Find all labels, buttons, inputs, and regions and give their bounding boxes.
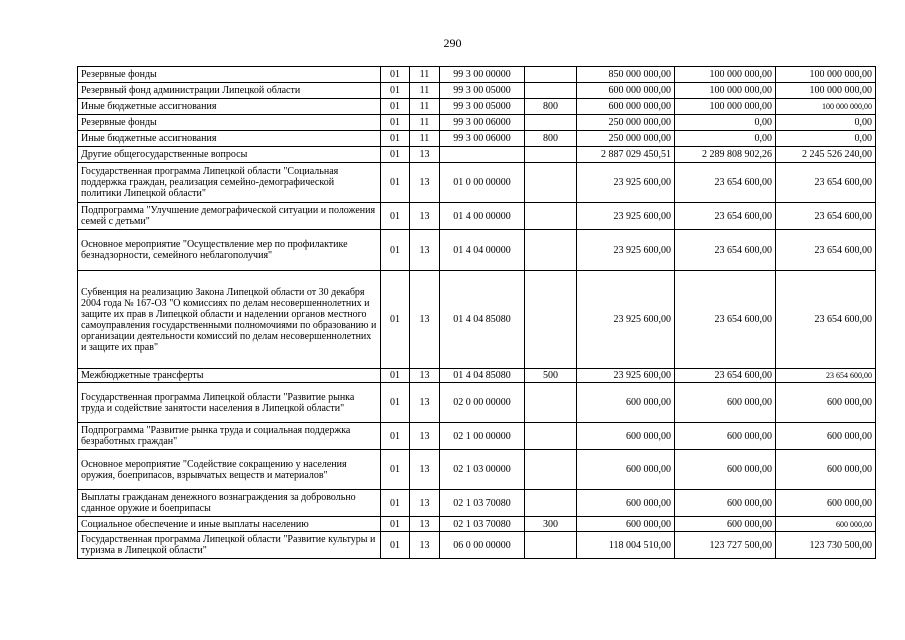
row-name-cell: Субвенция на реализацию Закона Липецкой области от 30 декабря 2004 года № 167-ОЗ "О комиссиях по делам несовершеннолетних и защите их прав в Липецкой области и наделении органов местного самоуправления государственными полномочиями по образованию и организации деятельности комиссий по делам несовершеннолетних и защите их прав" [78, 271, 381, 369]
amount-year3-cell: 600 000,00 [776, 423, 876, 450]
amount-year2-cell: 2 289 808 902,26 [675, 147, 776, 163]
amount-year1-cell: 23 925 600,00 [577, 203, 675, 230]
expense-type-code-cell [525, 67, 577, 83]
amount-year1-cell: 600 000,00 [577, 383, 675, 423]
subsection-code-cell: 13 [410, 532, 440, 559]
target-item-code-cell: 99 3 00 05000 [440, 83, 525, 99]
amount-year2-cell: 600 000,00 [675, 490, 776, 517]
section-code-cell: 01 [381, 490, 410, 517]
amount-year2-cell: 0,00 [675, 131, 776, 147]
table-row [78, 67, 876, 83]
subsection-code-cell: 13 [410, 517, 440, 532]
section-code-cell: 01 [381, 369, 410, 383]
subsection-code-cell: 11 [410, 115, 440, 131]
subsection-code-cell: 13 [410, 450, 440, 490]
amount-year3-cell: 2 245 526 240,00 [776, 147, 876, 163]
section-code-cell: 01 [381, 230, 410, 271]
section-code-cell: 01 [381, 99, 410, 115]
row-name-cell: Резервные фонды [78, 115, 381, 131]
amount-year1-cell: 23 925 600,00 [577, 369, 675, 383]
amount-year2-cell: 23 654 600,00 [675, 163, 776, 203]
amount-year1-cell: 600 000,00 [577, 450, 675, 490]
amount-year2-cell: 600 000,00 [675, 383, 776, 423]
expense-type-code-cell [525, 271, 577, 369]
section-code-cell: 01 [381, 67, 410, 83]
row-name-cell: Основное мероприятие "Содействие сокращению у населения оружия, боеприпасов, взрывчатых веществ и материалов" [78, 450, 381, 490]
expense-type-code-cell [525, 147, 577, 163]
amount-year3-cell: 100 000 000,00 [776, 83, 876, 99]
row-name-cell: Межбюджетные трансферты [78, 369, 381, 383]
section-code-cell: 01 [381, 450, 410, 490]
table-row [78, 230, 876, 271]
amount-year3-cell: 23 654 600,00 [776, 271, 876, 369]
table-row [78, 517, 876, 532]
expense-type-code-cell [525, 163, 577, 203]
row-name-cell: Основное мероприятие "Осуществление мер по профилактике безнадзорности, семейного неблагополучия" [78, 230, 381, 271]
amount-year1-cell: 600 000,00 [577, 517, 675, 532]
subsection-code-cell: 13 [410, 490, 440, 517]
target-item-code-cell: 01 4 04 00000 [440, 230, 525, 271]
amount-year1-cell: 600 000 000,00 [577, 99, 675, 115]
subsection-code-cell: 13 [410, 383, 440, 423]
section-code-cell: 01 [381, 115, 410, 131]
expense-type-code-cell [525, 450, 577, 490]
expense-type-code-cell [525, 532, 577, 559]
row-name-cell: Социальное обеспечение и иные выплаты населению [78, 517, 381, 532]
target-item-code-cell: 02 1 03 00000 [440, 450, 525, 490]
target-item-code-cell [440, 147, 525, 163]
amount-year3-cell: 0,00 [776, 115, 876, 131]
expense-type-code-cell [525, 490, 577, 517]
row-name-cell: Иные бюджетные ассигнования [78, 99, 381, 115]
target-item-code-cell: 99 3 00 06000 [440, 131, 525, 147]
amount-year3-cell: 0,00 [776, 131, 876, 147]
section-code-cell: 01 [381, 163, 410, 203]
amount-year2-cell: 23 654 600,00 [675, 369, 776, 383]
expense-type-code-cell [525, 203, 577, 230]
expense-type-code-cell [525, 115, 577, 131]
amount-year2-cell: 23 654 600,00 [675, 203, 776, 230]
amount-year3-cell: 23 654 600,00 [776, 163, 876, 203]
amount-year1-cell: 118 004 510,00 [577, 532, 675, 559]
amount-year2-cell: 100 000 000,00 [675, 99, 776, 115]
target-item-code-cell: 01 0 00 00000 [440, 163, 525, 203]
subsection-code-cell: 13 [410, 230, 440, 271]
target-item-code-cell: 99 3 00 06000 [440, 115, 525, 131]
amount-year3-cell: 600 000,00 [776, 517, 876, 532]
target-item-code-cell: 99 3 00 05000 [440, 99, 525, 115]
amount-year1-cell: 23 925 600,00 [577, 163, 675, 203]
amount-year3-cell: 100 000 000,00 [776, 67, 876, 83]
row-name-cell: Выплаты гражданам денежного вознаграждения за добровольно сданное оружие и боеприпасы [78, 490, 381, 517]
section-code-cell: 01 [381, 147, 410, 163]
subsection-code-cell: 13 [410, 147, 440, 163]
amount-year3-cell: 600 000,00 [776, 383, 876, 423]
amount-year3-cell: 600 000,00 [776, 450, 876, 490]
table-row [78, 423, 876, 450]
table-row [78, 271, 876, 369]
table-row [78, 203, 876, 230]
table-row [78, 163, 876, 203]
table-row [78, 99, 876, 115]
row-name-cell: Резервный фонд администрации Липецкой области [78, 83, 381, 99]
amount-year2-cell: 0,00 [675, 115, 776, 131]
amount-year3-cell: 600 000,00 [776, 490, 876, 517]
target-item-code-cell: 99 3 00 00000 [440, 67, 525, 83]
expense-type-code-cell [525, 383, 577, 423]
section-code-cell: 01 [381, 203, 410, 230]
target-item-code-cell: 01 4 04 85080 [440, 271, 525, 369]
subsection-code-cell: 11 [410, 131, 440, 147]
amount-year1-cell: 600 000 000,00 [577, 83, 675, 99]
amount-year2-cell: 23 654 600,00 [675, 271, 776, 369]
amount-year1-cell: 23 925 600,00 [577, 271, 675, 369]
amount-year1-cell: 250 000 000,00 [577, 131, 675, 147]
subsection-code-cell: 11 [410, 67, 440, 83]
table-row [78, 383, 876, 423]
amount-year1-cell: 600 000,00 [577, 423, 675, 450]
amount-year1-cell: 850 000 000,00 [577, 67, 675, 83]
row-name-cell: Другие общегосударственные вопросы [78, 147, 381, 163]
section-code-cell: 01 [381, 83, 410, 99]
table-row [78, 115, 876, 131]
section-code-cell: 01 [381, 517, 410, 532]
amount-year2-cell: 600 000,00 [675, 423, 776, 450]
expense-type-code-cell [525, 230, 577, 271]
row-name-cell: Резервные фонды [78, 67, 381, 83]
amount-year2-cell: 123 727 500,00 [675, 532, 776, 559]
table-row [78, 490, 876, 517]
budget-table [77, 66, 876, 559]
amount-year3-cell: 123 730 500,00 [776, 532, 876, 559]
target-item-code-cell: 02 1 03 70080 [440, 517, 525, 532]
section-code-cell: 01 [381, 532, 410, 559]
amount-year2-cell: 100 000 000,00 [675, 67, 776, 83]
expense-type-code-cell [525, 83, 577, 99]
table-row [78, 147, 876, 163]
amount-year3-cell: 23 654 600,00 [776, 203, 876, 230]
subsection-code-cell: 13 [410, 369, 440, 383]
table-row [78, 369, 876, 383]
section-code-cell: 01 [381, 423, 410, 450]
subsection-code-cell: 11 [410, 83, 440, 99]
amount-year2-cell: 23 654 600,00 [675, 230, 776, 271]
row-name-cell: Подпрограмма "Улучшение демографической ситуации и положения семей с детьми" [78, 203, 381, 230]
target-item-code-cell: 01 4 00 00000 [440, 203, 525, 230]
target-item-code-cell: 02 1 00 00000 [440, 423, 525, 450]
target-item-code-cell: 06 0 00 00000 [440, 532, 525, 559]
row-name-cell: Иные бюджетные ассигнования [78, 131, 381, 147]
row-name-cell: Государственная программа Липецкой области "Развитие культуры и туризма в Липецкой области" [78, 532, 381, 559]
row-name-cell: Государственная программа Липецкой области "Развитие рынка труда и содействие занятости населения в Липецкой области" [78, 383, 381, 423]
subsection-code-cell: 13 [410, 423, 440, 450]
amount-year1-cell: 600 000,00 [577, 490, 675, 517]
amount-year2-cell: 600 000,00 [675, 517, 776, 532]
target-item-code-cell: 02 1 03 70080 [440, 490, 525, 517]
section-code-cell: 01 [381, 271, 410, 369]
expense-type-code-cell: 300 [525, 517, 577, 532]
target-item-code-cell: 01 4 04 85080 [440, 369, 525, 383]
target-item-code-cell: 02 0 00 00000 [440, 383, 525, 423]
amount-year1-cell: 250 000 000,00 [577, 115, 675, 131]
table-row [78, 83, 876, 99]
page-number: 290 [443, 36, 462, 50]
amount-year3-cell: 23 654 600,00 [776, 230, 876, 271]
subsection-code-cell: 13 [410, 271, 440, 369]
table-row [78, 131, 876, 147]
table-row [78, 532, 876, 559]
row-name-cell: Государственная программа Липецкой области "Социальная поддержка граждан, реализация семейно-демографической политики Липецкой области" [78, 163, 381, 203]
amount-year2-cell: 600 000,00 [675, 450, 776, 490]
budget-table-body [78, 67, 876, 559]
amount-year1-cell: 2 887 029 450,51 [577, 147, 675, 163]
amount-year3-cell: 23 654 600,00 [776, 369, 876, 383]
section-code-cell: 01 [381, 383, 410, 423]
expense-type-code-cell: 800 [525, 131, 577, 147]
expense-type-code-cell: 800 [525, 99, 577, 115]
table-row [78, 450, 876, 490]
amount-year1-cell: 23 925 600,00 [577, 230, 675, 271]
subsection-code-cell: 13 [410, 163, 440, 203]
subsection-code-cell: 11 [410, 99, 440, 115]
amount-year3-cell: 100 000 000,00 [776, 99, 876, 115]
section-code-cell: 01 [381, 131, 410, 147]
expense-type-code-cell [525, 423, 577, 450]
amount-year2-cell: 100 000 000,00 [675, 83, 776, 99]
expense-type-code-cell: 500 [525, 369, 577, 383]
row-name-cell: Подпрограмма "Развитие рынка труда и социальная поддержка безработных граждан" [78, 423, 381, 450]
subsection-code-cell: 13 [410, 203, 440, 230]
